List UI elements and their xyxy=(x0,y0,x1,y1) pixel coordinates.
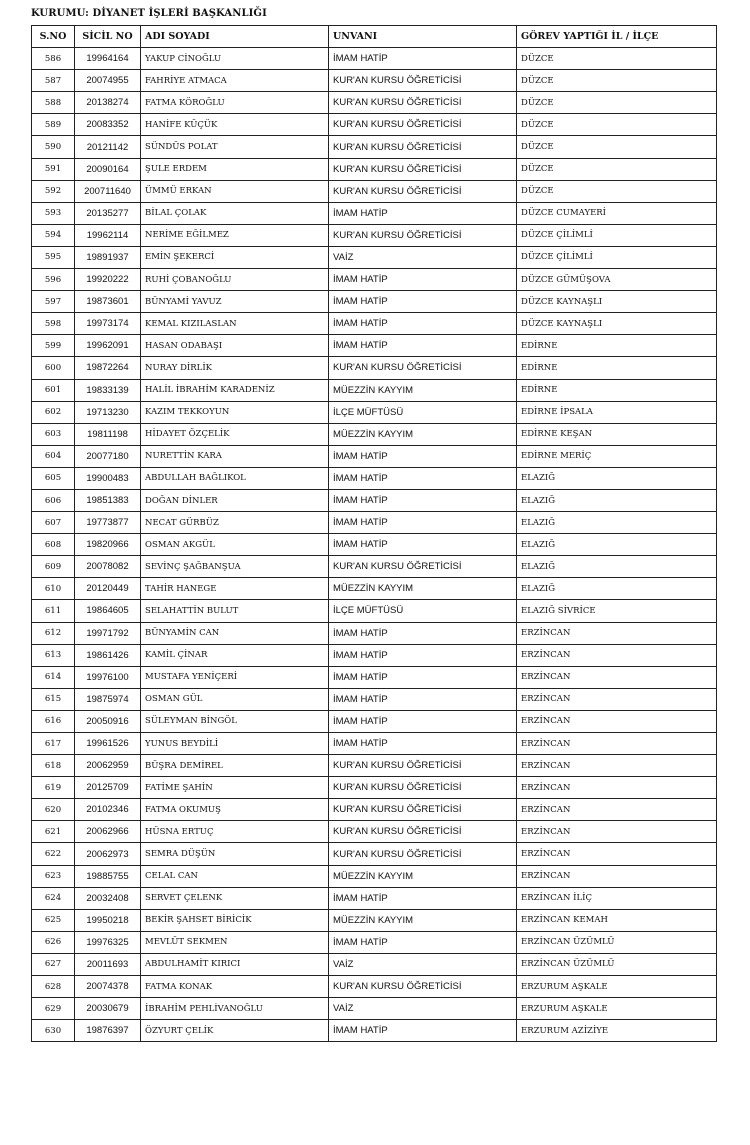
table-row xyxy=(32,246,717,268)
row-sno: 599 xyxy=(32,335,75,357)
row-name: YUNUS BEYDİLİ xyxy=(141,733,329,755)
table-row xyxy=(32,269,717,291)
row-location: ELAZIĞ xyxy=(517,534,717,556)
row-title: İMAM HATİP xyxy=(329,931,517,953)
row-name: NURAY DİRLİK xyxy=(141,357,329,379)
header-location: GÖREV YAPTIĞI İL / İLÇE xyxy=(517,26,717,48)
row-sno: 589 xyxy=(32,114,75,136)
row-sicil-no: 19875974 xyxy=(75,688,141,710)
table-row xyxy=(32,445,717,467)
row-name: FAHRİYE ATMACA xyxy=(141,70,329,92)
table-row xyxy=(32,976,717,998)
row-sno: 594 xyxy=(32,224,75,246)
row-name: ÖZYURT ÇELİK xyxy=(141,1020,329,1042)
row-sicil-no: 19885755 xyxy=(75,865,141,887)
row-sicil-no: 19976325 xyxy=(75,931,141,953)
row-sno: 629 xyxy=(32,998,75,1020)
table-row xyxy=(32,622,717,644)
row-title: İMAM HATİP xyxy=(329,445,517,467)
row-title: MÜEZZİN KAYYIM xyxy=(329,578,517,600)
row-title: VAİZ xyxy=(329,998,517,1020)
row-sicil-no: 20121142 xyxy=(75,136,141,158)
row-name: DOĞAN DİNLER xyxy=(141,489,329,511)
table-row xyxy=(32,48,717,70)
row-location: EDİRNE İPSALA xyxy=(517,401,717,423)
row-sno: 617 xyxy=(32,733,75,755)
row-location: ERZİNCAN xyxy=(517,666,717,688)
row-name: CELAL CAN xyxy=(141,865,329,887)
row-title: KUR'AN KURSU ÖĞRETİCİSİ xyxy=(329,114,517,136)
row-sicil-no: 20102346 xyxy=(75,799,141,821)
row-name: EMİN ŞEKERCİ xyxy=(141,246,329,268)
row-title: KUR'AN KURSU ÖĞRETİCİSİ xyxy=(329,224,517,246)
row-sicil-no: 19964164 xyxy=(75,48,141,70)
row-sno: 618 xyxy=(32,755,75,777)
row-title: MÜEZZİN KAYYIM xyxy=(329,423,517,445)
row-sno: 588 xyxy=(32,92,75,114)
row-location: ERZİNCAN xyxy=(517,733,717,755)
table-row xyxy=(32,755,717,777)
row-sno: 595 xyxy=(32,246,75,268)
row-title: İMAM HATİP xyxy=(329,467,517,489)
row-sicil-no: 20078082 xyxy=(75,556,141,578)
row-location: ERZİNCAN xyxy=(517,710,717,732)
row-title: KUR'AN KURSU ÖĞRETİCİSİ xyxy=(329,799,517,821)
row-title: İMAM HATİP xyxy=(329,1020,517,1042)
personnel-table xyxy=(31,25,717,1042)
row-name: YAKUP CİNOĞLU xyxy=(141,48,329,70)
row-sicil-no: 19973174 xyxy=(75,313,141,335)
row-location: ELAZIĞ SİVRİCE xyxy=(517,600,717,622)
row-name: RUHİ ÇOBANOĞLU xyxy=(141,269,329,291)
row-location: DÜZCE ÇİLİMLİ xyxy=(517,246,717,268)
row-location: ERZİNCAN xyxy=(517,688,717,710)
row-location: ERZİNCAN xyxy=(517,622,717,644)
row-sicil-no: 19773877 xyxy=(75,512,141,534)
row-name: ABDULLAH BAĞLIKOL xyxy=(141,467,329,489)
row-sno: 622 xyxy=(32,843,75,865)
row-location: EDİRNE MERİÇ xyxy=(517,445,717,467)
row-title: İMAM HATİP xyxy=(329,534,517,556)
row-sno: 615 xyxy=(32,688,75,710)
row-name: NECAT GÜRBÜZ xyxy=(141,512,329,534)
row-sicil-no: 19851383 xyxy=(75,489,141,511)
table-row xyxy=(32,887,717,909)
row-location: DÜZCE xyxy=(517,48,717,70)
row-title: KUR'AN KURSU ÖĞRETİCİSİ xyxy=(329,556,517,578)
row-title: İMAM HATİP xyxy=(329,313,517,335)
table-row xyxy=(32,666,717,688)
row-location: ERZİNCAN xyxy=(517,843,717,865)
row-name: HÜSNA ERTUÇ xyxy=(141,821,329,843)
row-location: ELAZIĞ xyxy=(517,467,717,489)
row-sicil-no: 19971792 xyxy=(75,622,141,644)
row-title: KUR'AN KURSU ÖĞRETİCİSİ xyxy=(329,357,517,379)
table-row xyxy=(32,644,717,666)
row-sno: 596 xyxy=(32,269,75,291)
row-sicil-no: 20050916 xyxy=(75,710,141,732)
row-location: ERZİNCAN xyxy=(517,865,717,887)
row-sno: 630 xyxy=(32,1020,75,1042)
row-sno: 621 xyxy=(32,821,75,843)
row-sno: 603 xyxy=(32,423,75,445)
row-sicil-no: 20077180 xyxy=(75,445,141,467)
row-location: EDİRNE xyxy=(517,379,717,401)
row-sicil-no: 19833139 xyxy=(75,379,141,401)
table-row xyxy=(32,843,717,865)
row-title: İMAM HATİP xyxy=(329,335,517,357)
row-name: BİLAL ÇOLAK xyxy=(141,202,329,224)
table-row xyxy=(32,865,717,887)
row-title: İMAM HATİP xyxy=(329,644,517,666)
table-row xyxy=(32,114,717,136)
row-location: DÜZCE xyxy=(517,92,717,114)
row-location: ERZİNCAN xyxy=(517,821,717,843)
row-name: BÜNYAMİ YAVUZ xyxy=(141,291,329,313)
row-name: OSMAN AKGÜL xyxy=(141,534,329,556)
table-row xyxy=(32,600,717,622)
table-row xyxy=(32,291,717,313)
row-title: İMAM HATİP xyxy=(329,710,517,732)
row-name: MEVLÜT SEKMEN xyxy=(141,931,329,953)
header-sno: S.NO xyxy=(32,26,75,48)
row-sno: 608 xyxy=(32,534,75,556)
row-name: BÜNYAMİN CAN xyxy=(141,622,329,644)
row-name: BÜŞRA DEMİREL xyxy=(141,755,329,777)
row-title: VAİZ xyxy=(329,246,517,268)
row-title: KUR'AN KURSU ÖĞRETİCİSİ xyxy=(329,821,517,843)
header-title: UNVANI xyxy=(329,26,517,48)
row-sno: 590 xyxy=(32,136,75,158)
row-name: ABDULHAMİT KIRICI xyxy=(141,953,329,975)
row-sicil-no: 19920222 xyxy=(75,269,141,291)
row-name: FATİME ŞAHİN xyxy=(141,777,329,799)
row-sicil-no: 20120449 xyxy=(75,578,141,600)
table-row xyxy=(32,202,717,224)
row-sicil-no: 19872264 xyxy=(75,357,141,379)
row-sno: 614 xyxy=(32,666,75,688)
row-sicil-no: 19873601 xyxy=(75,291,141,313)
row-title: İMAM HATİP xyxy=(329,512,517,534)
row-title: İMAM HATİP xyxy=(329,269,517,291)
table-row xyxy=(32,998,717,1020)
row-title: İLÇE MÜFTÜSÜ xyxy=(329,600,517,622)
row-title: KUR'AN KURSU ÖĞRETİCİSİ xyxy=(329,70,517,92)
row-title: KUR'AN KURSU ÖĞRETİCİSİ xyxy=(329,777,517,799)
row-sicil-no: 19820966 xyxy=(75,534,141,556)
table-row xyxy=(32,710,717,732)
row-location: EDİRNE xyxy=(517,335,717,357)
row-sno: 605 xyxy=(32,467,75,489)
row-title: MÜEZZİN KAYYIM xyxy=(329,865,517,887)
row-sno: 607 xyxy=(32,512,75,534)
row-location: ELAZIĞ xyxy=(517,578,717,600)
row-name: FATMA KONAK xyxy=(141,976,329,998)
row-sno: 602 xyxy=(32,401,75,423)
table-row xyxy=(32,92,717,114)
table-row xyxy=(32,534,717,556)
row-location: ERZİNCAN xyxy=(517,644,717,666)
row-name: FATMA OKUMUŞ xyxy=(141,799,329,821)
row-name: ÜMMÜ ERKAN xyxy=(141,180,329,202)
row-location: ERZURUM AŞKALE xyxy=(517,998,717,1020)
row-sicil-no: 20062959 xyxy=(75,755,141,777)
row-sicil-no: 20135277 xyxy=(75,202,141,224)
row-sicil-no: 19900483 xyxy=(75,467,141,489)
row-sicil-no: 19950218 xyxy=(75,909,141,931)
table-row xyxy=(32,379,717,401)
row-name: ŞULE ERDEM xyxy=(141,158,329,180)
table-row xyxy=(32,224,717,246)
row-name: HASAN ODABAŞI xyxy=(141,335,329,357)
table-row xyxy=(32,909,717,931)
row-sicil-no: 20011693 xyxy=(75,953,141,975)
table-row xyxy=(32,136,717,158)
row-sno: 601 xyxy=(32,379,75,401)
row-location: DÜZCE xyxy=(517,114,717,136)
row-sno: 624 xyxy=(32,887,75,909)
row-sno: 620 xyxy=(32,799,75,821)
row-location: DÜZCE GÜMÜŞOVA xyxy=(517,269,717,291)
row-location: ERZİNCAN xyxy=(517,755,717,777)
row-location: ERZİNCAN xyxy=(517,777,717,799)
row-name: SEVİNÇ ŞAĞBANŞUA xyxy=(141,556,329,578)
row-sicil-no: 20090164 xyxy=(75,158,141,180)
table-row xyxy=(32,953,717,975)
row-sicil-no: 20074955 xyxy=(75,70,141,92)
row-sicil-no: 20074378 xyxy=(75,976,141,998)
table-row xyxy=(32,1020,717,1042)
table-row xyxy=(32,467,717,489)
row-sno: 586 xyxy=(32,48,75,70)
row-title: İMAM HATİP xyxy=(329,489,517,511)
row-sno: 613 xyxy=(32,644,75,666)
row-name: FATMA KÖROĞLU xyxy=(141,92,329,114)
row-name: İBRAHİM PEHLİVANOĞLU xyxy=(141,998,329,1020)
row-sicil-no: 20062966 xyxy=(75,821,141,843)
table-header-row xyxy=(32,26,717,48)
row-sno: 587 xyxy=(32,70,75,92)
row-sno: 591 xyxy=(32,158,75,180)
row-name: SERVET ÇELENK xyxy=(141,887,329,909)
row-sno: 598 xyxy=(32,313,75,335)
row-title: KUR'AN KURSU ÖĞRETİCİSİ xyxy=(329,158,517,180)
row-sicil-no: 19864605 xyxy=(75,600,141,622)
row-title: MÜEZZİN KAYYIM xyxy=(329,379,517,401)
row-name: TAHİR HANEGE xyxy=(141,578,329,600)
table-row xyxy=(32,821,717,843)
row-name: MUSTAFA YENİÇERİ xyxy=(141,666,329,688)
row-sicil-no: 20125709 xyxy=(75,777,141,799)
row-name: NURETTİN KARA xyxy=(141,445,329,467)
row-location: DÜZCE KAYNAŞLI xyxy=(517,291,717,313)
row-title: İMAM HATİP xyxy=(329,666,517,688)
row-sno: 606 xyxy=(32,489,75,511)
row-title: İMAM HATİP xyxy=(329,202,517,224)
table-row xyxy=(32,777,717,799)
row-name: SÜNDÜS POLAT xyxy=(141,136,329,158)
row-sicil-no: 20138274 xyxy=(75,92,141,114)
row-title: VAİZ xyxy=(329,953,517,975)
row-sno: 627 xyxy=(32,953,75,975)
row-title: KUR'AN KURSU ÖĞRETİCİSİ xyxy=(329,843,517,865)
row-sno: 626 xyxy=(32,931,75,953)
row-name: KAMİL ÇİNAR xyxy=(141,644,329,666)
row-location: DÜZCE CUMAYERİ xyxy=(517,202,717,224)
row-sicil-no: 200711640 xyxy=(75,180,141,202)
row-sno: 600 xyxy=(32,357,75,379)
row-sno: 623 xyxy=(32,865,75,887)
table-row xyxy=(32,313,717,335)
row-sicil-no: 19961526 xyxy=(75,733,141,755)
row-sno: 597 xyxy=(32,291,75,313)
row-sno: 592 xyxy=(32,180,75,202)
row-sno: 616 xyxy=(32,710,75,732)
table-row xyxy=(32,578,717,600)
table-row xyxy=(32,423,717,445)
header-sicil-no: SİCİL NO xyxy=(75,26,141,48)
row-title: MÜEZZİN KAYYIM xyxy=(329,909,517,931)
row-sno: 612 xyxy=(32,622,75,644)
row-location: DÜZCE xyxy=(517,70,717,92)
row-title: İMAM HATİP xyxy=(329,622,517,644)
table-row xyxy=(32,799,717,821)
row-sno: 609 xyxy=(32,556,75,578)
row-sicil-no: 20030679 xyxy=(75,998,141,1020)
row-sicil-no: 19713230 xyxy=(75,401,141,423)
row-title: KUR'AN KURSU ÖĞRETİCİSİ xyxy=(329,136,517,158)
row-sicil-no: 20032408 xyxy=(75,887,141,909)
row-sno: 604 xyxy=(32,445,75,467)
row-sno: 619 xyxy=(32,777,75,799)
row-title: KUR'AN KURSU ÖĞRETİCİSİ xyxy=(329,976,517,998)
table-row xyxy=(32,688,717,710)
row-location: DÜZCE xyxy=(517,136,717,158)
row-title: İMAM HATİP xyxy=(329,291,517,313)
table-row xyxy=(32,556,717,578)
row-name: SELAHATTİN BULUT xyxy=(141,600,329,622)
row-location: ERZİNCAN ÜZÜMLÜ xyxy=(517,931,717,953)
row-name: BEKİR ŞAHSET BİRİCİK xyxy=(141,909,329,931)
row-location: DÜZCE KAYNAŞLI xyxy=(517,313,717,335)
table-row xyxy=(32,335,717,357)
row-sicil-no: 19976100 xyxy=(75,666,141,688)
row-location: ERZİNCAN ÜZÜMLÜ xyxy=(517,953,717,975)
row-sicil-no: 20062973 xyxy=(75,843,141,865)
row-sicil-no: 19891937 xyxy=(75,246,141,268)
row-location: EDİRNE xyxy=(517,357,717,379)
table-row xyxy=(32,489,717,511)
row-name: OSMAN GÜL xyxy=(141,688,329,710)
table-row xyxy=(32,158,717,180)
row-location: DÜZCE xyxy=(517,180,717,202)
row-sicil-no: 19962114 xyxy=(75,224,141,246)
row-title: İMAM HATİP xyxy=(329,733,517,755)
table-row xyxy=(32,357,717,379)
row-sicil-no: 19861426 xyxy=(75,644,141,666)
row-location: ERZİNCAN xyxy=(517,799,717,821)
row-location: ELAZIĞ xyxy=(517,512,717,534)
row-location: DÜZCE xyxy=(517,158,717,180)
row-location: ELAZIĞ xyxy=(517,489,717,511)
row-title: KUR'AN KURSU ÖĞRETİCİSİ xyxy=(329,180,517,202)
row-name: HANİFE KÜÇÜK xyxy=(141,114,329,136)
row-sno: 628 xyxy=(32,976,75,998)
row-title: İMAM HATİP xyxy=(329,48,517,70)
row-title: İMAM HATİP xyxy=(329,887,517,909)
row-name: HALİL İBRAHİM KARADENİZ xyxy=(141,379,329,401)
row-location: DÜZCE ÇİLİMLİ xyxy=(517,224,717,246)
row-name: SEMRA DÜŞÜN xyxy=(141,843,329,865)
row-title: KUR'AN KURSU ÖĞRETİCİSİ xyxy=(329,755,517,777)
row-location: ERZURUM AŞKALE xyxy=(517,976,717,998)
row-location: ERZİNCAN İLİÇ xyxy=(517,887,717,909)
row-title: KUR'AN KURSU ÖĞRETİCİSİ xyxy=(329,92,517,114)
table-row xyxy=(32,70,717,92)
table-row xyxy=(32,180,717,202)
row-name: HİDAYET ÖZÇELİK xyxy=(141,423,329,445)
table-row xyxy=(32,512,717,534)
row-location: ELAZIĞ xyxy=(517,556,717,578)
row-sno: 611 xyxy=(32,600,75,622)
row-location: ERZİNCAN KEMAH xyxy=(517,909,717,931)
institution-heading: KURUMU: DİYANET İŞLERİ BAŞKANLIĞI xyxy=(31,8,267,19)
row-name: SÜLEYMAN BİNGÖL xyxy=(141,710,329,732)
row-sicil-no: 20083352 xyxy=(75,114,141,136)
table-row xyxy=(32,733,717,755)
row-name: NERİME EĞİLMEZ xyxy=(141,224,329,246)
row-title: İMAM HATİP xyxy=(329,688,517,710)
table-row xyxy=(32,401,717,423)
table-row xyxy=(32,931,717,953)
row-title: İLÇE MÜFTÜSÜ xyxy=(329,401,517,423)
row-sicil-no: 19962091 xyxy=(75,335,141,357)
row-location: ERZURUM AZİZİYE xyxy=(517,1020,717,1042)
row-name: KAZIM TEKKOYUN xyxy=(141,401,329,423)
row-sicil-no: 19811198 xyxy=(75,423,141,445)
row-sno: 625 xyxy=(32,909,75,931)
row-sno: 610 xyxy=(32,578,75,600)
row-sicil-no: 19876397 xyxy=(75,1020,141,1042)
row-location: EDİRNE KEŞAN xyxy=(517,423,717,445)
row-sno: 593 xyxy=(32,202,75,224)
header-name: ADI SOYADI xyxy=(141,26,329,48)
row-name: KEMAL KIZILASLAN xyxy=(141,313,329,335)
